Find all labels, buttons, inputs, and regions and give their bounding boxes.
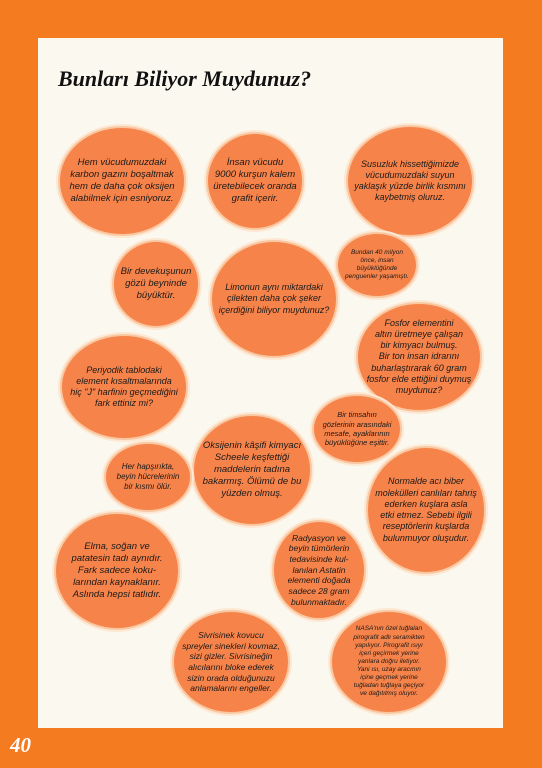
fact-bubble-2: İnsan vücudu 9000 kurşun kalem üretebilecek oranda grafit içerir. bbox=[206, 132, 304, 230]
fact-bubble-1: Hem vücudumuzdaki karbon gazını boşaltmak hem de daha çok oksijen alabilmek için esniyoruz. bbox=[58, 126, 186, 236]
fact-bubble-8: Periyodik tablodaki element kısaltmalarında hiç "J" harfinin geçmediğini fark ettiniz mi? bbox=[60, 334, 188, 440]
page-number: 40 bbox=[10, 733, 31, 757]
fact-bubble-4: Bir devekuşunun gözü beyninde büyüktür. bbox=[112, 240, 200, 328]
fact-bubble-11: Her hapşırıkta, beyin hücrelerinin bir kısmı ölür. bbox=[104, 442, 192, 512]
fact-bubble-7: Fosfor elementini altın üretmeye çalışan bir kimyacı bulmuş. Bir ton insan idrarını buharlaştırarak 60 gram fosfor elde ettiğini duymuş muydunuz? bbox=[356, 302, 482, 412]
fact-bubble-6: Bundan 40 milyon önce, insan büyüklüğünde penguenler yaşamıştı. bbox=[336, 232, 418, 298]
fact-bubble-13: Elma, soğan ve patatesin tadı aynıdır. Fark sadece koku- larından kaynaklanır. Aslında hepsi tatlıdır. bbox=[54, 512, 180, 630]
page-title: Bunları Biliyor Muydunuz? bbox=[58, 66, 312, 91]
fact-bubble-15: Sivrisinek kovucu spreyler sinekleri kovmaz, sizi gizler. Sivrisineğin alıcılarını bloke ederek sizin orada olduğunuzu anlamalarını engeller. bbox=[172, 610, 290, 714]
fact-bubble-12: Normalde acı biber molekülleri canlıları tahriş ederken kuşlara asla etki etmez. Sebebi ilgili reseptörlerin kuşlarda bulunmuyor oluşudur. bbox=[366, 446, 486, 574]
fact-bubble-16: NASA'nın özel tuğlaları pirografit adlı seramikten yapılıyor. Pirografit ısıyı içeri geçirmek yerine yanlara doğru iletiyor. Yani ısı, uzay aracının içine geçmek yerine tuğladan tuğlaya geçiyor ve dağıtılmış oluyor. bbox=[330, 610, 448, 714]
fact-bubble-9: Bir timsahın gözlerinin arasındaki mesafe, ayaklarının büyüklüğüne eşittir. bbox=[312, 394, 402, 464]
fact-bubble-10: Oksijenin kâşifi kimyacı Scheele keşfettiği maddelerin tadına bakarmış. Ölümü de bu yüzden olmuş. bbox=[192, 414, 312, 526]
fact-bubble-3: Susuzluk hissettiğimizde vücudumuzdaki suyun yaklaşık yüzde birlik kısmını kaybetmiş oluruz. bbox=[346, 125, 474, 237]
fact-bubble-5: Limonun aynı miktardaki çilekten daha çok şeker içerdiğini biliyor muydunuz? bbox=[210, 240, 338, 358]
fact-bubble-14: Radyasyon ve beyin tümörlerin tedavisinde kul- lanılan Astatin elementi doğada sadece 28 gram bulunmaktadır. bbox=[272, 520, 366, 620]
